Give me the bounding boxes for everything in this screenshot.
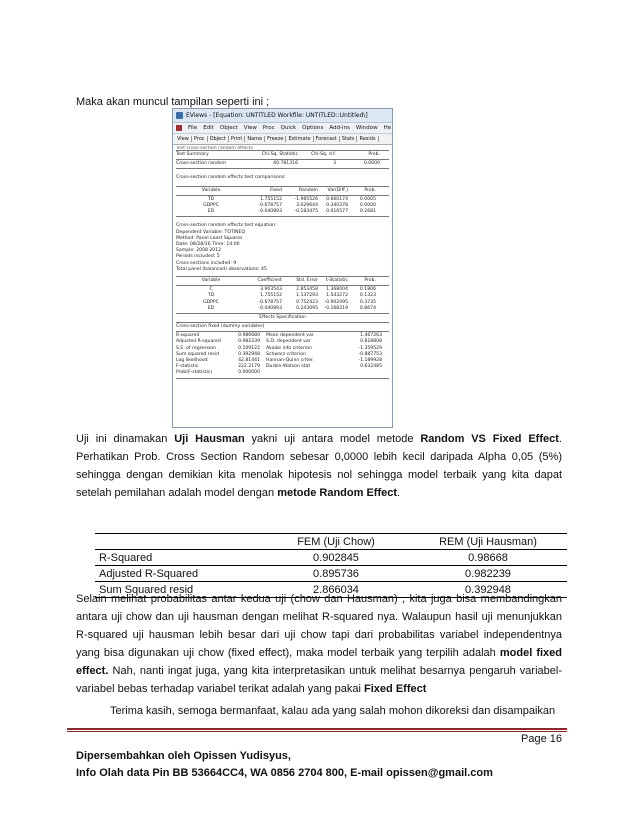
cell: R-Squared xyxy=(95,550,263,566)
cell: GDPPC xyxy=(203,202,219,208)
info-line: Cross-sections included: 9 xyxy=(176,260,237,266)
cell: -1.189928 xyxy=(358,358,382,364)
cell: Prob. xyxy=(364,277,376,283)
comparison-header xyxy=(176,188,389,194)
text: Uji ini dinamakan xyxy=(76,433,175,445)
toolbar-freeze-button[interactable]: Freeze xyxy=(265,136,286,142)
page-number: Page 16 xyxy=(521,733,562,745)
cell: ED xyxy=(207,209,215,215)
cell: -0.902095 xyxy=(324,299,348,305)
cell: 0.0005 xyxy=(359,196,376,202)
menu-quick[interactable]: Quick xyxy=(280,125,297,131)
cell: 0.0000 xyxy=(363,161,380,167)
cell: 1.368004 xyxy=(326,287,348,293)
cell: 0.660174 xyxy=(326,196,348,202)
footer-rule xyxy=(67,728,567,730)
menu-window[interactable]: Window xyxy=(355,125,378,131)
eviews-titlebar xyxy=(173,109,392,123)
eviews-window xyxy=(172,108,393,428)
cell: -0.040893 xyxy=(258,305,282,311)
cell: -0.887753 xyxy=(358,351,382,357)
cell: Chi-Sq. Statistic xyxy=(261,152,298,157)
cell: 222.2179 xyxy=(238,364,260,370)
comparison-table xyxy=(95,533,567,598)
cell: 0.1323 xyxy=(359,293,376,299)
cell: Fixed xyxy=(270,187,282,193)
cell: Chi-Sq. d.f. xyxy=(311,152,336,157)
coef-header xyxy=(176,278,389,284)
paragraph-hausman xyxy=(76,430,562,502)
menu-addins[interactable]: Add-ins xyxy=(329,125,350,131)
cell: Prob. xyxy=(368,152,380,157)
cell: -0.168219 xyxy=(324,305,348,311)
cell: 0.392948 xyxy=(238,351,260,357)
cell: 3.029644 xyxy=(296,202,318,208)
cell: C xyxy=(209,287,213,293)
info-line: Cross-section random effects test equation: xyxy=(176,223,277,229)
cell: 2.866034 xyxy=(263,582,409,598)
bold-text: Fixed Effect xyxy=(364,683,427,695)
info-line: Total panel (balanced) observations: 45 xyxy=(176,266,267,272)
info-line: Dependent Variable: TOTINEQ xyxy=(176,229,246,235)
footer-rule-thin xyxy=(67,731,567,732)
effects-title: Effects Specification xyxy=(259,314,306,320)
cell: GDPPC xyxy=(203,299,219,305)
cell: Variable xyxy=(201,277,221,283)
footer xyxy=(76,748,493,782)
intro-text: Maka akan muncul tampilan seperti ini ; xyxy=(76,96,270,108)
cell: 0.243095 xyxy=(296,305,318,311)
bold-text: Random VS Fixed Effect xyxy=(420,433,559,445)
cell: 0.982239 xyxy=(238,339,260,345)
cell: Adjusted R-squared xyxy=(176,339,221,345)
text: . xyxy=(397,487,401,499)
cell: Log likelihood xyxy=(176,358,208,364)
table-row xyxy=(95,566,567,582)
menu-object[interactable]: Object xyxy=(219,125,238,131)
text: Nah, nanti ingat juga, yang kita interpretasikan untuk melihat besarnya pengaruh variabel-variabel bebas terhadap variabel terikat adalah yang pakai xyxy=(76,665,562,695)
cell: Random xyxy=(298,187,318,193)
cell xyxy=(95,534,263,550)
cell: 0.016577 xyxy=(326,209,348,215)
eviews-toolbar xyxy=(173,134,392,145)
cell: -0.040893 xyxy=(258,209,282,215)
toolbar-view-button[interactable]: View xyxy=(175,136,192,142)
footer-line-2: Info Olah data Pin BB 53664CC4, WA 0856 2704 800, E-mail opissen@gmail.com xyxy=(76,767,493,779)
cell: Prob. xyxy=(364,187,376,193)
cell: 1.137293 xyxy=(296,293,318,299)
cell: 0.902845 xyxy=(263,550,409,566)
toolbar-print-button[interactable]: Print xyxy=(229,136,246,142)
cell: 0.392948 xyxy=(409,582,567,598)
cell: 0.986680 xyxy=(238,333,260,339)
cell xyxy=(260,370,344,376)
cell: Adjusted R-Squared xyxy=(95,566,263,582)
info-line: Date: 08/28/16 Time: 14:00 xyxy=(176,241,240,247)
cell: Sum Squared resid xyxy=(95,582,263,598)
equation-info xyxy=(176,223,389,273)
menu-edit[interactable]: Edit xyxy=(203,125,214,131)
menu-proc[interactable]: Proc xyxy=(262,125,275,131)
cell: Coefficient xyxy=(257,277,282,283)
table-header-row xyxy=(95,534,567,550)
comparison-title: Cross-section random effects test comparisons: xyxy=(176,175,286,181)
cell: 0.98668 xyxy=(409,550,567,566)
info-line: Method: Panel Least Squares xyxy=(176,235,243,241)
table-row xyxy=(95,550,567,566)
cell: 1.543272 xyxy=(326,293,348,299)
paragraph-conclusion xyxy=(76,590,562,698)
menu-file[interactable]: File xyxy=(188,125,198,131)
cell: -1.359529 xyxy=(358,345,382,351)
stats-block xyxy=(176,333,389,376)
cell: 0.3735 xyxy=(359,299,376,305)
cell: S.E. of regression xyxy=(176,345,217,351)
bold-text: model fixed effect. xyxy=(76,647,563,677)
cell: 2.853458 xyxy=(296,287,318,293)
cell: 0.109122 xyxy=(238,345,260,351)
cell: Test Summary xyxy=(176,152,209,157)
cell: F-statistic xyxy=(176,364,199,370)
toolbar-proc-button[interactable]: Proc xyxy=(192,136,208,142)
toolbar-resids-button[interactable]: Resids xyxy=(357,136,378,142)
cell xyxy=(344,370,382,376)
equation-icon xyxy=(176,125,182,131)
cell: 0.1806 xyxy=(359,287,376,293)
cell: -0.183475 xyxy=(294,209,318,215)
cell: 0.0000 xyxy=(359,202,376,208)
cell: Std. Error xyxy=(296,277,318,283)
cell: -0.678757 xyxy=(258,202,282,208)
toolbar-name-button[interactable]: Name xyxy=(245,136,265,142)
text: yakni uji antara model metode xyxy=(244,433,421,445)
bold-text: Uji Hausman xyxy=(174,433,245,445)
cell: TD xyxy=(207,196,215,202)
cell: 0.8674 xyxy=(359,305,376,311)
cell: 0.895736 xyxy=(263,566,409,582)
cell: Hannan-Quinn criter. xyxy=(266,358,314,364)
cell: Variable xyxy=(201,187,221,193)
thanks-text: Terima kasih, semoga bermanfaat, kalau ada yang salah mohon dikoreksi dan disampaikan xyxy=(110,705,556,717)
cell: 0.000000 xyxy=(238,370,260,376)
bold-text: metode Random Effect xyxy=(277,487,398,499)
menu-view[interactable]: View xyxy=(243,125,257,131)
cell: 0.818808 xyxy=(360,339,382,345)
menu-help[interactable]: He xyxy=(383,125,392,131)
toolbar-forecast-button[interactable]: Forecast xyxy=(314,136,340,142)
cell: Schwarz criterion xyxy=(266,351,306,357)
cell: Cross-section random xyxy=(176,161,227,167)
cell: -0.678757 xyxy=(258,299,282,305)
summary-header xyxy=(176,152,389,158)
cell: t-Statistic xyxy=(325,277,348,283)
cell: 42.81441 xyxy=(238,358,260,364)
stats-row xyxy=(176,370,389,376)
footer-line-1: Dipersembahkan oleh Opissen Yudisyus, xyxy=(76,750,291,762)
cell: Durbin-Watson stat xyxy=(266,364,311,370)
cell: ED xyxy=(207,305,215,311)
eviews-title: EViews - [Equation: UNTITLED Workfile: UNTITLED::Untitled\] xyxy=(186,112,368,119)
cell: 1.755152 xyxy=(260,293,282,299)
cell: 0.752423 xyxy=(296,299,318,305)
cell: REM (Uji Hausman) xyxy=(409,534,567,550)
toolbar-stats-button[interactable]: Stats xyxy=(340,136,358,142)
cell: Prob(F-statistic) xyxy=(176,370,213,376)
toolbar-object-button[interactable]: Object xyxy=(208,136,229,142)
text: Selain melihat probabilitas antar kedua uji (chow dan Hausman) , kita juga bisa membandingkan antara uji chow dan uji hausman dengan melihat R-squared nya. Walaupun hasil uji menunjukkan R-squared uji hausman lebih besar dari uji chow tapi dari probabilitas variabel independentnya yang bisa digunakan uji chow (fixed effect), maka model terbaik yang terpilih adalah xyxy=(76,593,562,659)
summary-row xyxy=(176,161,389,167)
cell: R-squared xyxy=(176,333,200,339)
table-row xyxy=(176,209,389,215)
eviews-app-icon xyxy=(176,112,183,119)
cell: 1.467263 xyxy=(360,333,382,339)
cell: 3 xyxy=(333,161,336,167)
cell: Var(Diff.) xyxy=(327,187,348,193)
cell: -1.985526 xyxy=(294,196,318,202)
cell: 0.340278 xyxy=(326,202,348,208)
cell: 1.755152 xyxy=(260,196,282,202)
menu-options[interactable]: Options xyxy=(302,125,324,131)
output-cut-line: Test cross-section random effects xyxy=(176,146,253,149)
effects-sub: Cross-section fixed (dummy variables) xyxy=(176,324,265,330)
cell: 3.903543 xyxy=(260,287,282,293)
toolbar-estimate-button[interactable]: Estimate xyxy=(286,136,313,142)
cell: Akaike info criterion xyxy=(266,345,312,351)
cell: FEM (Uji Chow) xyxy=(263,534,409,550)
cell: Sum squared resid xyxy=(176,351,219,357)
cell: 0.632485 xyxy=(360,364,382,370)
cell: Mean dependent var xyxy=(266,333,314,339)
eviews-menubar xyxy=(173,123,392,134)
text: . Perhatikan Prob. Cross Section Random sebesar 0,0000 lebih kecil daripada Alpha 0,05 (5%) sehingga dengan demikian kita menolak hipotesis nol sehingga model terbaik yang kita dapat setelah pemilahan adalah model dengan xyxy=(76,433,562,499)
eviews-output xyxy=(173,145,392,381)
table-row xyxy=(176,306,389,312)
cell: 40.781316 xyxy=(273,161,298,167)
cell: TD xyxy=(207,293,215,299)
cell: S.D. dependent var xyxy=(266,339,311,345)
cell: 0.982239 xyxy=(409,566,567,582)
cell: 0.2681 xyxy=(359,209,376,215)
info-line: Periods included: 5 xyxy=(176,254,220,260)
info-line: Sample: 2008 2012 xyxy=(176,248,222,254)
